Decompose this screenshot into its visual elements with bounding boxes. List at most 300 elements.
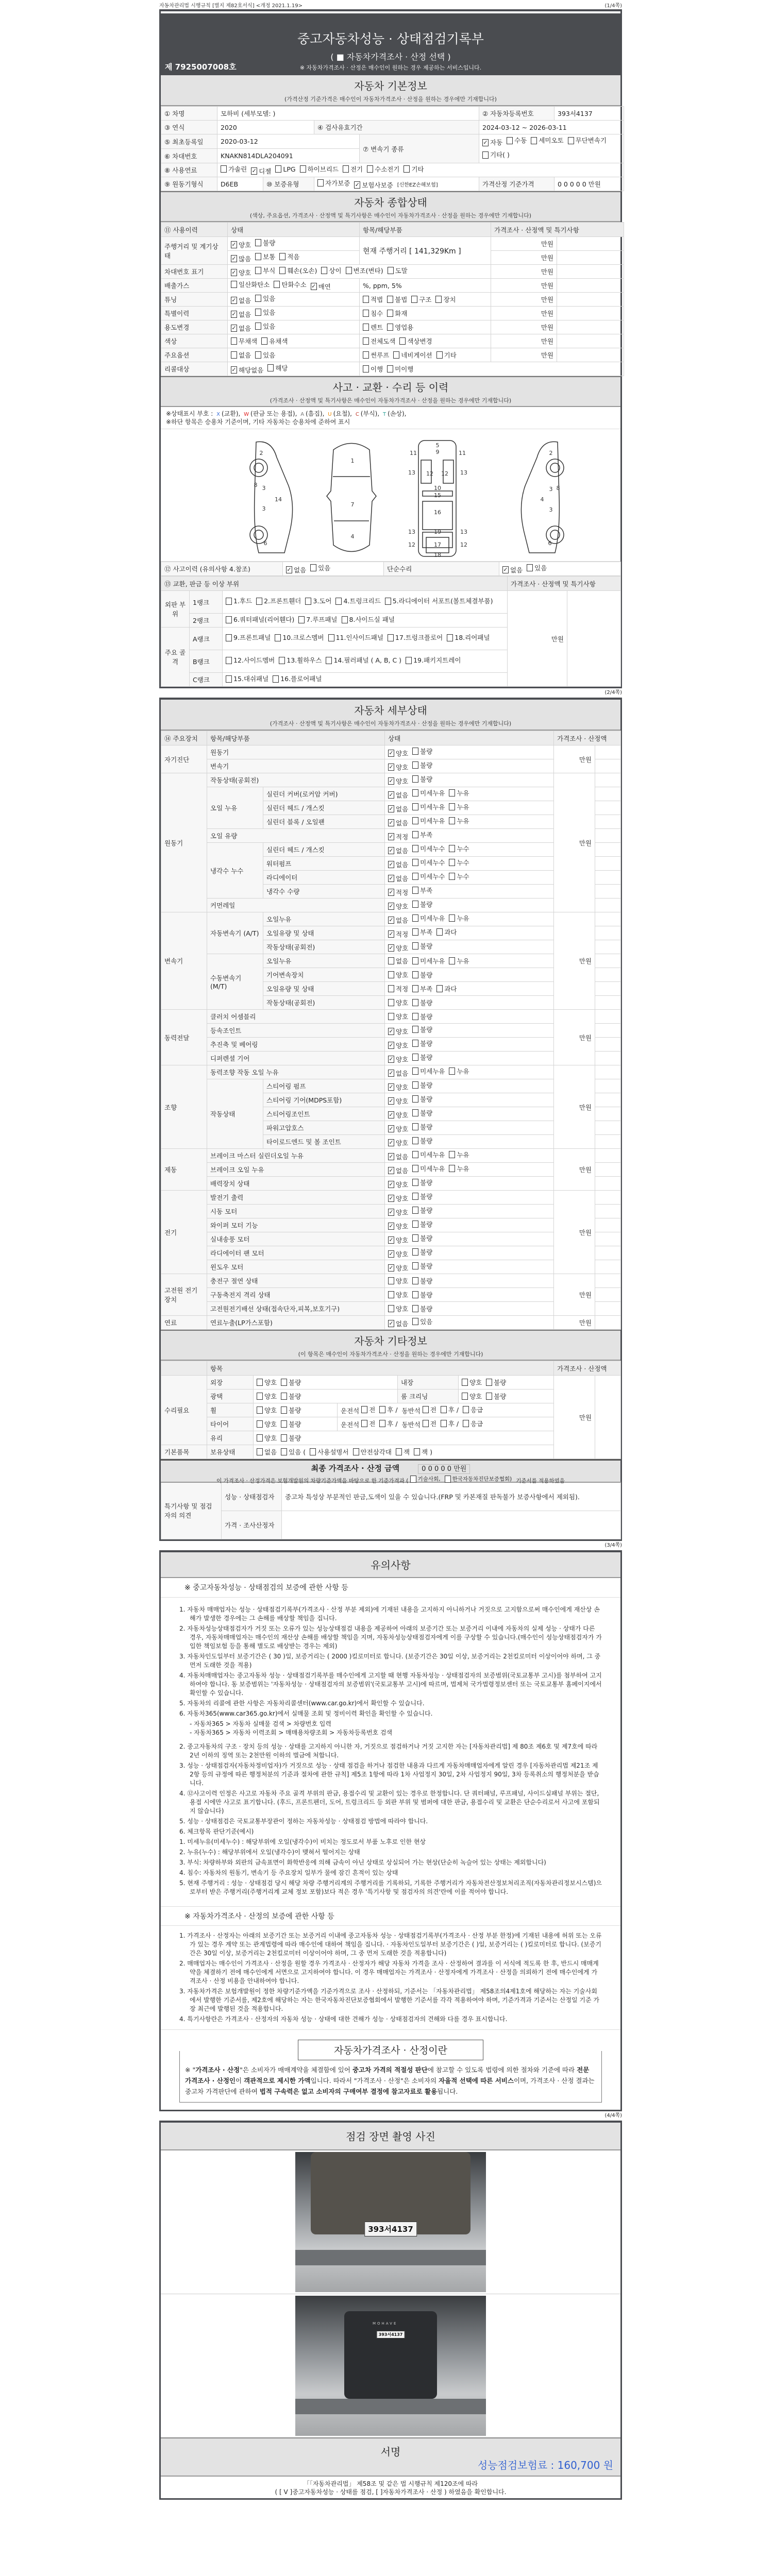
checkbox[interactable] <box>257 1393 263 1400</box>
checkbox[interactable] <box>435 296 442 303</box>
checkbox-option[interactable] <box>388 1222 408 1231</box>
checkbox[interactable]: ✓ <box>389 1056 394 1062</box>
checkbox-option[interactable] <box>281 1392 301 1401</box>
checkbox[interactable] <box>353 1448 359 1455</box>
checkbox-option[interactable] <box>305 596 331 606</box>
checkbox-option[interactable] <box>388 1152 408 1161</box>
checkbox[interactable]: ✓ <box>389 819 394 826</box>
checkbox[interactable]: ✓ <box>389 1111 394 1118</box>
checkbox[interactable] <box>388 1277 394 1284</box>
checkbox[interactable] <box>486 1393 492 1400</box>
checkbox[interactable]: ✓ <box>503 566 508 573</box>
checkbox-option[interactable] <box>226 633 271 643</box>
checkbox[interactable] <box>412 985 418 992</box>
checkbox-option[interactable] <box>388 916 408 925</box>
checkbox-option[interactable] <box>363 336 395 346</box>
checkbox-option[interactable] <box>412 886 432 895</box>
checkbox[interactable]: ✓ <box>231 366 237 373</box>
checkbox[interactable] <box>281 1379 287 1386</box>
checkbox-option[interactable] <box>388 1290 408 1299</box>
checkbox[interactable]: ✓ <box>389 1070 394 1076</box>
checkbox[interactable] <box>412 928 418 936</box>
checkbox-option[interactable] <box>326 655 401 666</box>
checkbox-option[interactable] <box>568 134 607 147</box>
checkbox-option[interactable] <box>354 180 393 190</box>
checkbox-option[interactable] <box>231 365 263 375</box>
checkbox-option[interactable] <box>388 762 408 772</box>
checkbox[interactable]: ✓ <box>389 917 394 923</box>
checkbox-option[interactable] <box>423 1419 436 1428</box>
checkbox[interactable]: ✓ <box>231 255 237 262</box>
checkbox[interactable] <box>226 634 232 641</box>
checkbox-option[interactable] <box>379 1405 397 1414</box>
checkbox-option[interactable] <box>412 1317 432 1326</box>
checkbox-option[interactable] <box>412 984 432 993</box>
checkbox[interactable] <box>388 985 394 992</box>
checkbox-option[interactable] <box>507 134 527 147</box>
checkbox-option[interactable] <box>412 760 432 770</box>
checkbox[interactable] <box>436 928 443 936</box>
checkbox-option[interactable] <box>231 350 251 360</box>
inspection-photo[interactable] <box>295 2152 486 2292</box>
checkbox-option[interactable] <box>449 844 469 853</box>
checkbox[interactable] <box>257 1434 263 1442</box>
checkbox-option[interactable] <box>412 1150 445 1159</box>
checkbox-option[interactable] <box>436 927 457 937</box>
checkbox-option[interactable] <box>363 323 383 332</box>
checkbox[interactable]: ✓ <box>389 1223 394 1229</box>
checkbox-option[interactable] <box>412 1261 432 1270</box>
checkbox[interactable] <box>423 1420 429 1427</box>
checkbox[interactable] <box>298 616 305 623</box>
checkbox-option[interactable] <box>388 956 408 965</box>
checkbox[interactable] <box>267 364 274 371</box>
checkbox[interactable] <box>281 1448 287 1455</box>
checkbox-option[interactable] <box>388 633 443 643</box>
checkbox-option[interactable] <box>447 633 490 643</box>
checkbox-option[interactable] <box>257 1419 277 1429</box>
checkbox-option[interactable] <box>412 774 432 784</box>
checkbox-option[interactable] <box>388 1069 408 1078</box>
checkbox[interactable] <box>300 165 306 173</box>
checkbox-option[interactable] <box>412 1192 432 1201</box>
checkbox-option[interactable] <box>388 888 408 897</box>
checkbox[interactable] <box>281 1406 287 1414</box>
checkbox[interactable] <box>393 351 399 359</box>
checkbox-option[interactable] <box>261 336 288 346</box>
checkbox[interactable] <box>255 323 261 330</box>
checkbox[interactable]: ✓ <box>389 791 394 798</box>
checkbox[interactable] <box>486 1379 492 1386</box>
checkbox[interactable]: ✓ <box>389 1125 394 1132</box>
checkbox-option[interactable] <box>255 321 275 331</box>
checkbox-option[interactable] <box>388 1180 408 1189</box>
checkbox-option[interactable] <box>435 295 456 304</box>
checkbox[interactable]: ✓ <box>231 325 237 331</box>
checkbox[interactable]: ✓ <box>389 1083 394 1090</box>
checkbox[interactable] <box>257 1406 263 1414</box>
checkbox[interactable] <box>363 324 369 331</box>
checkbox-option[interactable] <box>257 1405 277 1415</box>
checkbox-option[interactable] <box>412 1066 445 1076</box>
checkbox-option[interactable] <box>388 970 408 979</box>
checkbox[interactable] <box>449 1067 455 1075</box>
checkbox[interactable] <box>321 267 327 274</box>
checkbox[interactable] <box>231 281 237 288</box>
checkbox[interactable] <box>406 657 412 664</box>
checkbox-option[interactable] <box>363 309 383 318</box>
checkbox-option[interactable] <box>257 1447 277 1456</box>
checkbox[interactable]: ✓ <box>287 566 292 573</box>
checkbox-option[interactable] <box>399 336 432 346</box>
checkbox-option[interactable] <box>412 830 432 839</box>
checkbox-option[interactable] <box>412 1080 432 1090</box>
checkbox-option[interactable] <box>388 832 408 841</box>
checkbox-option[interactable] <box>486 1392 506 1401</box>
checkbox-option[interactable] <box>251 166 271 176</box>
checkbox[interactable]: ✓ <box>389 1236 394 1243</box>
checkbox[interactable] <box>412 1040 418 1047</box>
checkbox-option[interactable] <box>221 164 247 174</box>
checkbox-option[interactable] <box>388 804 408 814</box>
checkbox[interactable] <box>385 598 391 605</box>
checkbox[interactable] <box>412 1054 418 1061</box>
checkbox[interactable] <box>387 296 393 303</box>
checkbox[interactable] <box>449 803 455 810</box>
checkbox-option[interactable] <box>363 364 383 374</box>
checkbox-option[interactable] <box>412 816 445 825</box>
checkbox[interactable] <box>281 1393 287 1400</box>
checkbox-option[interactable] <box>412 998 432 1007</box>
checkbox[interactable] <box>388 999 394 1006</box>
checkbox-option[interactable] <box>441 1405 459 1414</box>
checkbox-option[interactable] <box>388 818 408 827</box>
checkbox-option[interactable] <box>226 615 294 625</box>
checkbox-option[interactable] <box>449 788 469 798</box>
checkbox-option[interactable] <box>361 1405 375 1414</box>
checkbox[interactable] <box>256 598 262 605</box>
checkbox-option[interactable] <box>274 280 306 289</box>
checkbox[interactable] <box>412 1095 418 1103</box>
checkbox-option[interactable] <box>412 1053 432 1062</box>
checkbox-option[interactable] <box>412 927 432 937</box>
checkbox-option[interactable] <box>275 165 295 173</box>
checkbox[interactable] <box>462 1379 468 1386</box>
checkbox[interactable]: ✓ <box>231 311 237 317</box>
checkbox[interactable]: ✓ <box>389 1042 394 1048</box>
checkbox[interactable] <box>412 873 418 880</box>
checkbox[interactable]: ✓ <box>389 1097 394 1104</box>
checkbox-option[interactable] <box>412 872 445 881</box>
checkbox-option[interactable] <box>449 858 469 867</box>
checkbox[interactable] <box>363 296 369 303</box>
checkbox-option[interactable] <box>449 913 469 923</box>
checkbox-option[interactable] <box>388 1110 408 1120</box>
checkbox-option[interactable] <box>267 363 288 372</box>
checkbox[interactable] <box>449 859 455 866</box>
checkbox[interactable] <box>363 310 369 317</box>
checkbox-option[interactable] <box>310 1447 348 1456</box>
checkbox-option[interactable] <box>388 1208 408 1217</box>
checkbox[interactable] <box>412 914 418 922</box>
checkbox[interactable] <box>412 901 418 908</box>
checkbox[interactable] <box>412 1221 418 1228</box>
checkbox[interactable] <box>226 598 232 605</box>
checkbox-option[interactable] <box>388 998 408 1007</box>
checkbox[interactable] <box>412 1207 418 1214</box>
checkbox[interactable] <box>463 1406 469 1413</box>
checkbox-option[interactable] <box>412 747 432 756</box>
checkbox-option[interactable] <box>388 1194 408 1203</box>
checkbox-option[interactable] <box>387 323 413 332</box>
checkbox[interactable] <box>412 1137 418 1144</box>
checkbox[interactable] <box>412 1262 418 1269</box>
checkbox[interactable] <box>279 657 285 664</box>
checkbox-option[interactable] <box>449 1164 469 1173</box>
checkbox[interactable] <box>423 1406 429 1413</box>
checkbox-option[interactable] <box>412 1108 432 1117</box>
checkbox[interactable] <box>326 657 332 664</box>
checkbox-option[interactable] <box>231 280 270 289</box>
checkbox-option[interactable] <box>231 254 251 263</box>
checkbox-option[interactable] <box>406 655 461 666</box>
checkbox-option[interactable] <box>226 674 268 684</box>
checkbox[interactable] <box>281 1420 287 1428</box>
checkbox[interactable] <box>412 1151 418 1158</box>
checkbox[interactable] <box>412 999 418 1006</box>
checkbox-option[interactable] <box>531 134 563 147</box>
checkbox[interactable] <box>412 775 418 783</box>
checkbox-option[interactable] <box>412 1178 432 1187</box>
checkbox[interactable] <box>367 165 373 173</box>
checkbox-option[interactable] <box>445 1475 512 1483</box>
checkbox[interactable] <box>412 845 418 852</box>
checkbox-option[interactable] <box>388 1235 408 1245</box>
checkbox[interactable] <box>449 873 455 880</box>
checkbox-option[interactable] <box>412 1304 432 1313</box>
checkbox-option[interactable] <box>388 1166 408 1175</box>
checkbox-option[interactable] <box>281 1405 301 1415</box>
checkbox-option[interactable] <box>388 749 408 758</box>
checkbox[interactable]: ✓ <box>231 297 237 303</box>
checkbox[interactable]: ✓ <box>231 269 237 276</box>
checkbox-option[interactable] <box>255 266 275 275</box>
checkbox[interactable]: ✓ <box>389 764 394 770</box>
checkbox[interactable]: ✓ <box>389 944 394 951</box>
checkbox-option[interactable] <box>367 164 399 174</box>
checkbox[interactable] <box>412 817 418 824</box>
checkbox-option[interactable] <box>412 858 445 867</box>
checkbox[interactable] <box>412 1081 418 1089</box>
checkbox[interactable] <box>463 1420 469 1427</box>
checkbox-option[interactable] <box>388 874 408 883</box>
checkbox[interactable] <box>410 1476 416 1483</box>
checkbox-option[interactable] <box>414 1447 432 1456</box>
checkbox[interactable] <box>482 151 489 159</box>
checkbox-option[interactable] <box>412 1136 432 1145</box>
checkbox[interactable] <box>255 351 261 359</box>
checkbox-option[interactable] <box>388 1124 408 1133</box>
checkbox-option[interactable] <box>388 1082 408 1092</box>
checkbox[interactable] <box>388 957 394 964</box>
checkbox-option[interactable] <box>385 596 493 606</box>
checkbox[interactable] <box>275 634 281 641</box>
checkbox-option[interactable] <box>388 846 408 855</box>
checkbox[interactable] <box>412 761 418 769</box>
checkbox-option[interactable] <box>231 240 251 249</box>
checkbox-option[interactable] <box>412 788 445 798</box>
checkbox-option[interactable] <box>412 956 445 965</box>
checkbox-option[interactable] <box>255 252 275 261</box>
checkbox[interactable]: ✓ <box>389 1167 394 1174</box>
checkbox[interactable] <box>363 337 369 345</box>
checkbox[interactable] <box>412 1318 418 1325</box>
checkbox[interactable] <box>412 971 418 978</box>
checkbox[interactable]: ✓ <box>389 1028 394 1035</box>
checkbox[interactable] <box>257 1420 263 1428</box>
checkbox[interactable] <box>412 1026 418 1033</box>
checkbox-option[interactable] <box>335 596 380 606</box>
checkbox[interactable] <box>412 1291 418 1298</box>
checkbox[interactable]: ✓ <box>251 167 257 174</box>
checkbox-option[interactable] <box>273 674 322 684</box>
checkbox-option[interactable] <box>412 941 432 951</box>
checkbox[interactable] <box>255 253 261 260</box>
checkbox[interactable] <box>441 1420 447 1427</box>
checkbox-option[interactable] <box>256 596 301 606</box>
checkbox-option[interactable] <box>279 655 322 666</box>
checkbox-option[interactable] <box>388 1249 408 1259</box>
checkbox[interactable] <box>414 1448 420 1455</box>
checkbox-option[interactable] <box>412 1206 432 1215</box>
checkbox[interactable]: ✓ <box>231 241 237 248</box>
checkbox[interactable]: ✓ <box>389 777 394 784</box>
checkbox[interactable] <box>231 351 237 359</box>
checkbox[interactable] <box>412 748 418 755</box>
checkbox[interactable]: ✓ <box>389 875 394 882</box>
checkbox-option[interactable] <box>449 872 469 881</box>
checkbox[interactable] <box>412 1109 418 1116</box>
checkbox[interactable]: ✓ <box>355 181 360 188</box>
checkbox-option[interactable] <box>343 164 363 174</box>
checkbox[interactable] <box>412 1234 418 1242</box>
checkbox[interactable] <box>387 324 393 331</box>
checkbox-option[interactable] <box>393 350 432 360</box>
checkbox-option[interactable] <box>527 563 547 572</box>
checkbox-option[interactable] <box>255 350 275 360</box>
checkbox-option[interactable] <box>387 295 407 304</box>
checkbox[interactable] <box>261 337 267 345</box>
checkbox-option[interactable] <box>436 984 457 993</box>
checkbox-option[interactable] <box>257 1392 277 1401</box>
checkbox-option[interactable] <box>388 1263 408 1273</box>
checkbox-option[interactable] <box>388 266 408 275</box>
checkbox-option[interactable] <box>286 565 306 574</box>
checkbox-option[interactable] <box>412 802 445 811</box>
checkbox[interactable] <box>449 1165 455 1172</box>
checkbox[interactable] <box>274 281 280 288</box>
checkbox[interactable] <box>412 1179 418 1186</box>
checkbox[interactable]: ✓ <box>389 1320 394 1327</box>
checkbox-option[interactable] <box>412 1122 432 1131</box>
checkbox[interactable] <box>279 267 285 274</box>
checkbox-option[interactable] <box>388 1055 408 1064</box>
checkbox[interactable]: ✓ <box>389 1250 394 1257</box>
checkbox[interactable] <box>412 1305 418 1312</box>
checkbox-option[interactable] <box>412 970 432 979</box>
checkbox[interactable] <box>507 137 513 144</box>
checkbox-option[interactable] <box>486 1378 506 1387</box>
checkbox-option[interactable] <box>482 149 510 161</box>
checkbox[interactable] <box>310 564 316 571</box>
checkbox[interactable]: ✓ <box>483 139 488 146</box>
checkbox-option[interactable] <box>300 164 339 174</box>
checkbox-option[interactable] <box>462 1392 482 1401</box>
checkbox-option[interactable] <box>411 295 431 304</box>
checkbox-option[interactable] <box>412 1276 432 1285</box>
checkbox-option[interactable] <box>281 1447 306 1456</box>
checkbox[interactable] <box>388 971 394 978</box>
checkbox-option[interactable] <box>255 294 275 303</box>
checkbox-option[interactable] <box>255 308 275 317</box>
checkbox-option[interactable] <box>231 324 251 333</box>
checkbox[interactable] <box>449 845 455 852</box>
checkbox[interactable] <box>281 1434 287 1442</box>
checkbox[interactable] <box>436 351 443 359</box>
checkbox[interactable] <box>449 957 455 964</box>
checkbox[interactable] <box>388 634 394 641</box>
checkbox-option[interactable] <box>388 790 408 800</box>
checkbox-option[interactable] <box>387 309 407 318</box>
checkbox[interactable] <box>328 634 334 641</box>
checkbox[interactable] <box>335 598 342 605</box>
checkbox[interactable] <box>255 295 261 302</box>
checkbox-option[interactable] <box>482 137 502 149</box>
checkbox[interactable] <box>275 165 281 173</box>
checkbox[interactable] <box>447 634 453 641</box>
checkbox[interactable]: ✓ <box>389 1195 394 1201</box>
checkbox-option[interactable] <box>342 615 395 625</box>
checkbox[interactable] <box>226 616 232 623</box>
checkbox[interactable] <box>412 1123 418 1130</box>
checkbox-option[interactable] <box>363 295 383 304</box>
checkbox[interactable] <box>412 1248 418 1256</box>
checkbox-option[interactable] <box>412 1039 432 1048</box>
checkbox[interactable]: ✓ <box>389 847 394 854</box>
checkbox[interactable] <box>404 165 410 173</box>
checkbox-option[interactable] <box>412 1094 432 1104</box>
checkbox[interactable]: ✓ <box>389 750 394 756</box>
checkbox-option[interactable] <box>404 164 424 174</box>
checkbox-option[interactable] <box>275 633 324 643</box>
checkbox[interactable] <box>221 165 227 173</box>
checkbox-option[interactable] <box>317 178 350 188</box>
checkbox[interactable] <box>531 137 537 144</box>
checkbox-option[interactable] <box>412 1219 432 1229</box>
checkbox-option[interactable] <box>279 266 317 275</box>
checkbox-option[interactable] <box>361 1419 375 1428</box>
checkbox-option[interactable] <box>412 1247 432 1257</box>
checkbox[interactable] <box>412 803 418 810</box>
checkbox-option[interactable] <box>226 596 252 606</box>
checkbox-option[interactable] <box>281 1419 301 1429</box>
checkbox[interactable] <box>255 239 261 246</box>
checkbox[interactable] <box>412 1067 418 1075</box>
checkbox-option[interactable] <box>388 1096 408 1106</box>
checkbox-option[interactable] <box>388 929 408 939</box>
checkbox[interactable]: ✓ <box>389 833 394 840</box>
checkbox-option[interactable] <box>388 860 408 869</box>
